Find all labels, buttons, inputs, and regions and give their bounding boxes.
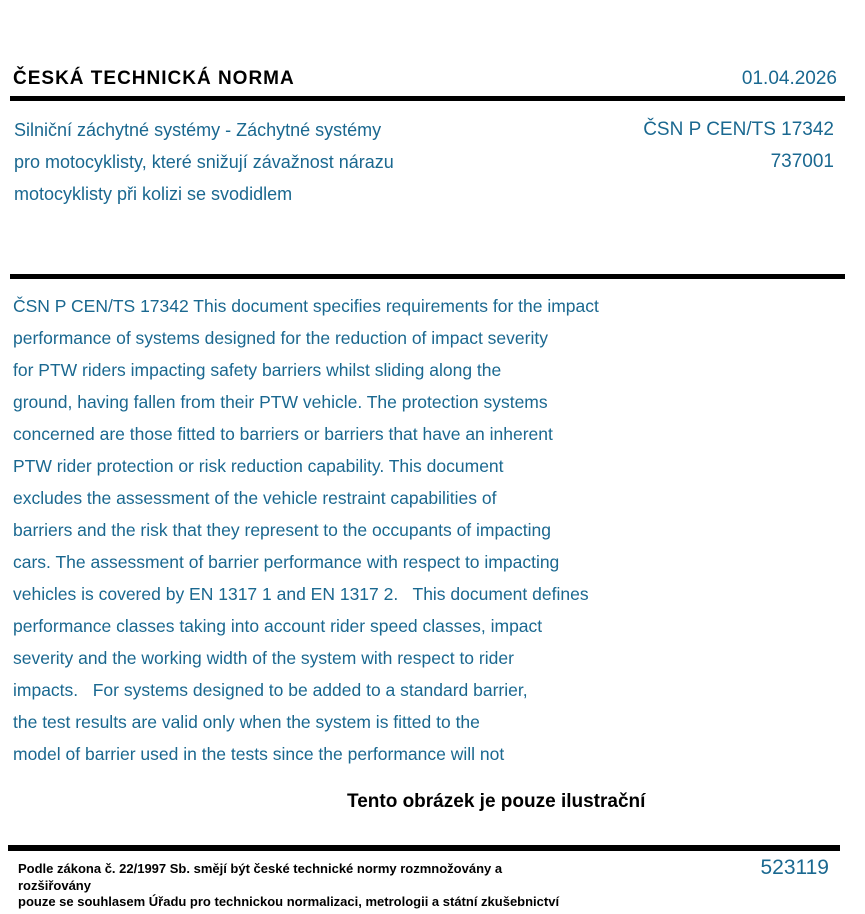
document-type-heading: ČESKÁ TECHNICKÁ NORMA [13, 68, 295, 89]
norm-designation: ČSN P CEN/TS 17342 [643, 119, 834, 140]
abstract-line: PTW rider protection or risk reduction capability. This document [13, 456, 504, 476]
footer-divider [8, 845, 840, 851]
abstract-line: model of barrier used in the tests since the performance will not [13, 744, 505, 764]
norm-title-line: pro motocyklisty, které snižují závažnost nárazu [14, 152, 394, 172]
footer-legal-line: Podle zákona č. 22/1997 Sb. smějí být české technické normy rozmnožovány a rozšiřovány [18, 861, 506, 893]
abstract-line: vehicles is covered by EN 1317 1 and EN 1317 2. This document defines [13, 584, 589, 604]
norm-title [14, 114, 394, 210]
abstract-text [13, 290, 835, 770]
abstract-line: impacts. For systems designed to be added to a standard barrier, [13, 680, 528, 700]
abstract-line: severity and the working width of the system with respect to rider [13, 648, 514, 668]
norm-codes [643, 114, 834, 210]
footer-legal-line: pouze se souhlasem Úřadu pro technickou normalizaci, metrologii a státní zkušebnictví [18, 894, 560, 909]
footer-legal-notice [18, 861, 578, 911]
abstract-line: concerned are those fitted to barriers or barriers that have an inherent [13, 424, 553, 444]
norm-title-line: motocyklisty při kolizi se svodidlem [14, 184, 293, 204]
abstract-line: cars. The assessment of barrier performance with respect to impacting [13, 552, 560, 572]
header-divider [10, 96, 845, 101]
title-block [14, 114, 834, 210]
norm-class-code: 737001 [770, 151, 834, 172]
abstract-line: performance classes taking into account rider speed classes, impact [13, 616, 543, 636]
abstract-line: ground, having fallen from their PTW vehicle. The protection systems [13, 392, 548, 412]
abstract-line: for PTW riders impacting safety barriers whilst sliding along the [13, 360, 502, 380]
abstract-line: barriers and the risk that they represent to the occupants of impacting [13, 520, 551, 540]
abstract-divider [10, 274, 845, 279]
norm-title-line: Silniční záchytné systémy - Záchytné systémy [14, 120, 382, 140]
page-header [13, 68, 837, 90]
abstract-line: ČSN P CEN/TS 17342 This document specifies requirements for the impact [13, 296, 599, 316]
effective-date: 01.04.2026 [741, 68, 837, 89]
order-number: 523119 [760, 856, 829, 879]
abstract-line: the test results are valid only when the system is fitted to the [13, 712, 480, 732]
illustrative-note: Tento obrázek je pouze ilustrační [347, 791, 646, 812]
abstract-line: excludes the assessment of the vehicle restraint capabilities of [13, 488, 497, 508]
abstract-line: performance of systems designed for the reduction of impact severity [13, 328, 548, 348]
